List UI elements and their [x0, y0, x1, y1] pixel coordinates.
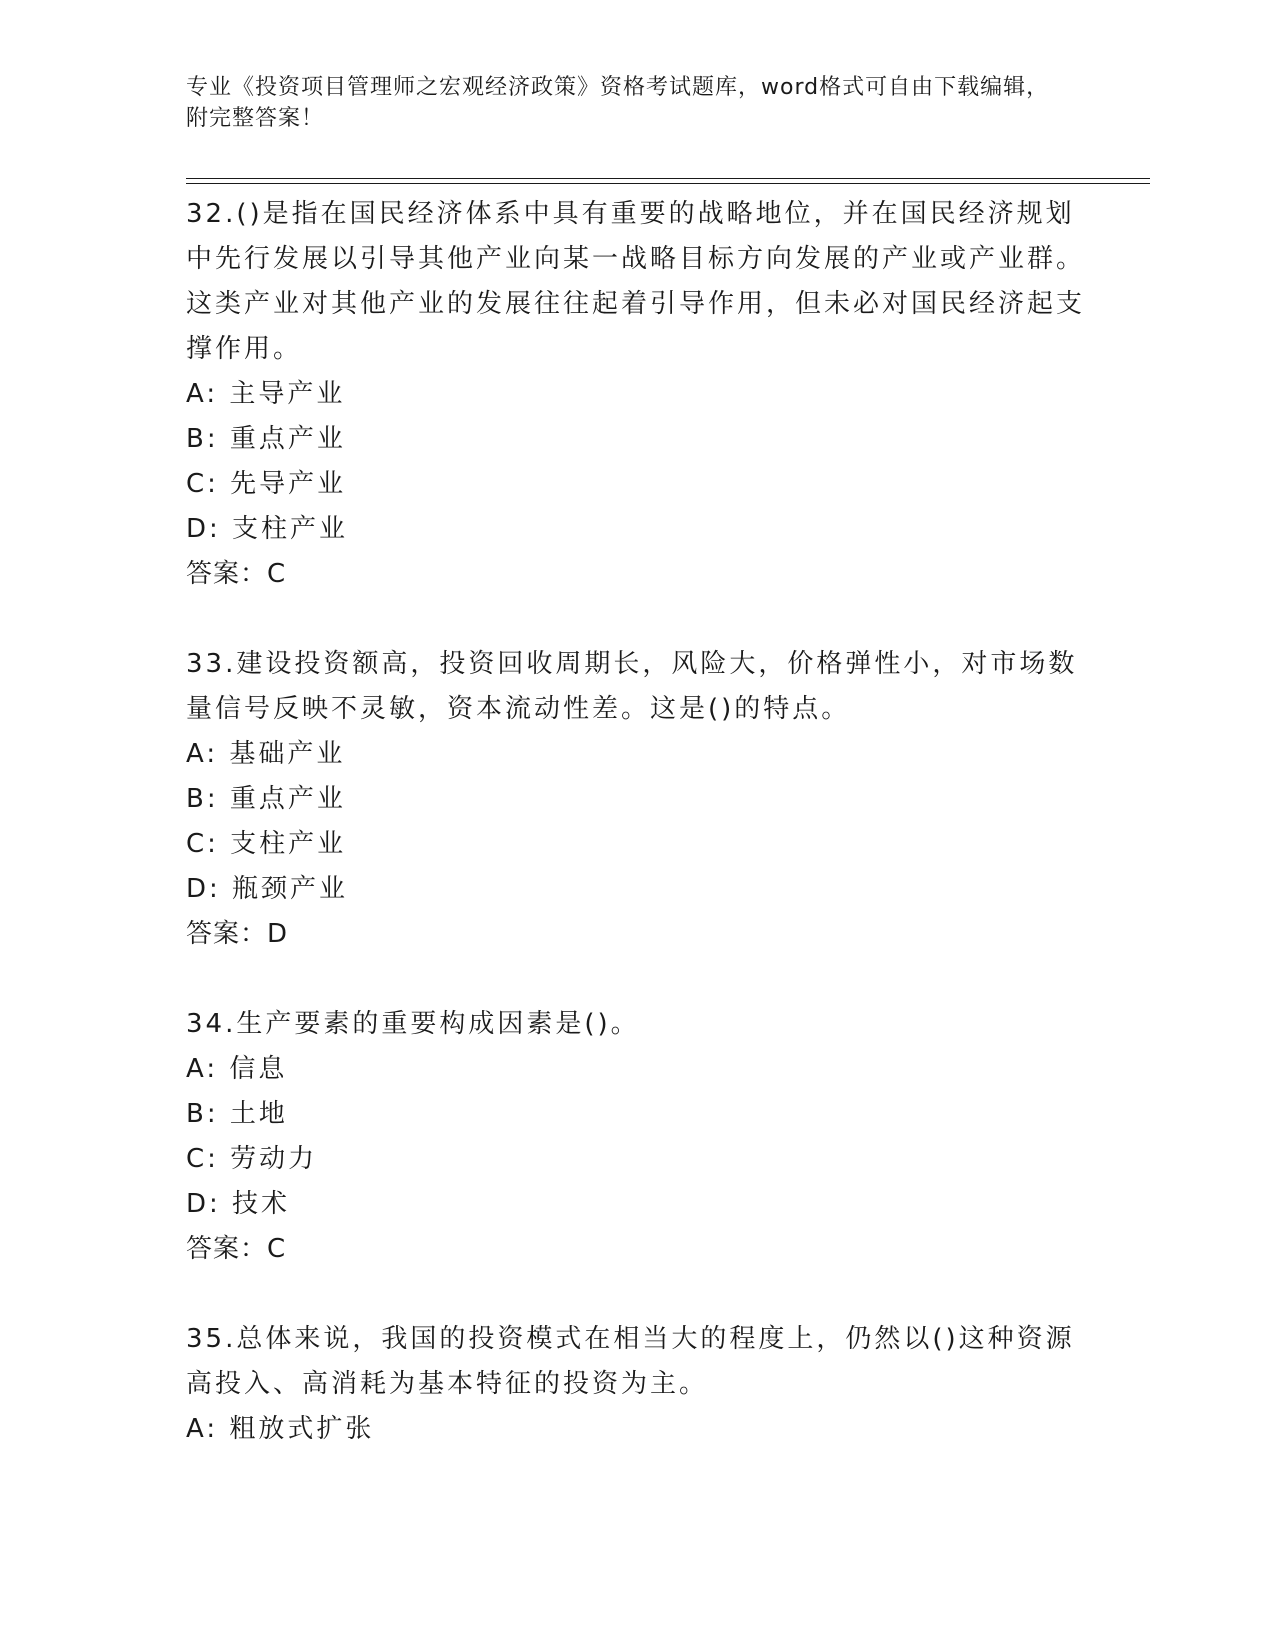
header-rule-bottom	[186, 183, 1150, 184]
question-34	[186, 1002, 1086, 1272]
question-list	[186, 192, 1086, 1452]
spacer	[186, 1272, 1086, 1317]
option-b: B: 土地	[186, 1099, 288, 1129]
option-c: C: 支柱产业	[186, 829, 347, 859]
header-rule-top	[186, 178, 1150, 179]
question-text: 35.总体来说，我国的投资模式在相当大的程度上，仍然以()这种资源高投入、高消耗为基本特征的投资为主。	[186, 1324, 1075, 1399]
question-text: 33.建设投资额高，投资回收周期长，风险大，价格弹性小，对市场数量信号反映不灵敏，资本流动性差。这是()的特点。	[186, 649, 1078, 724]
option-d: D: 支柱产业	[186, 514, 349, 544]
option-c: C: 先导产业	[186, 469, 347, 499]
question-text: 32.()是指在国民经济体系中具有重要的战略地位，并在国民经济规划中先行发展以引导其他产业向某一战略目标方向发展的产业或产业群。这类产业对其他产业的发展往往起着引导作用，但未必对国民经济起支撑作用。	[186, 199, 1086, 364]
question-text: 34.生产要素的重要构成因素是()。	[186, 1009, 640, 1039]
option-b: B: 重点产业	[186, 424, 346, 454]
option-d: D: 瓶颈产业	[186, 874, 349, 904]
answer: 答案：D	[186, 919, 289, 949]
option-a: A: 主导产业	[186, 379, 346, 409]
spacer	[186, 597, 1086, 642]
option-c: C: 劳动力	[186, 1144, 318, 1174]
option-d: D: 技术	[186, 1189, 291, 1219]
option-a: A: 粗放式扩张	[186, 1414, 375, 1444]
question-35	[186, 1317, 1086, 1452]
page-header: 专业《投资项目管理师之宏观经济政策》资格考试题库，word格式可自由下载编辑，附完整答案！	[186, 75, 1050, 131]
option-b: B: 重点产业	[186, 784, 346, 814]
spacer	[186, 957, 1086, 1002]
answer: 答案：C	[186, 559, 287, 589]
option-a: A: 信息	[186, 1054, 288, 1084]
answer: 答案：C	[186, 1234, 287, 1264]
question-32	[186, 192, 1086, 597]
question-33	[186, 642, 1086, 957]
option-a: A: 基础产业	[186, 739, 346, 769]
